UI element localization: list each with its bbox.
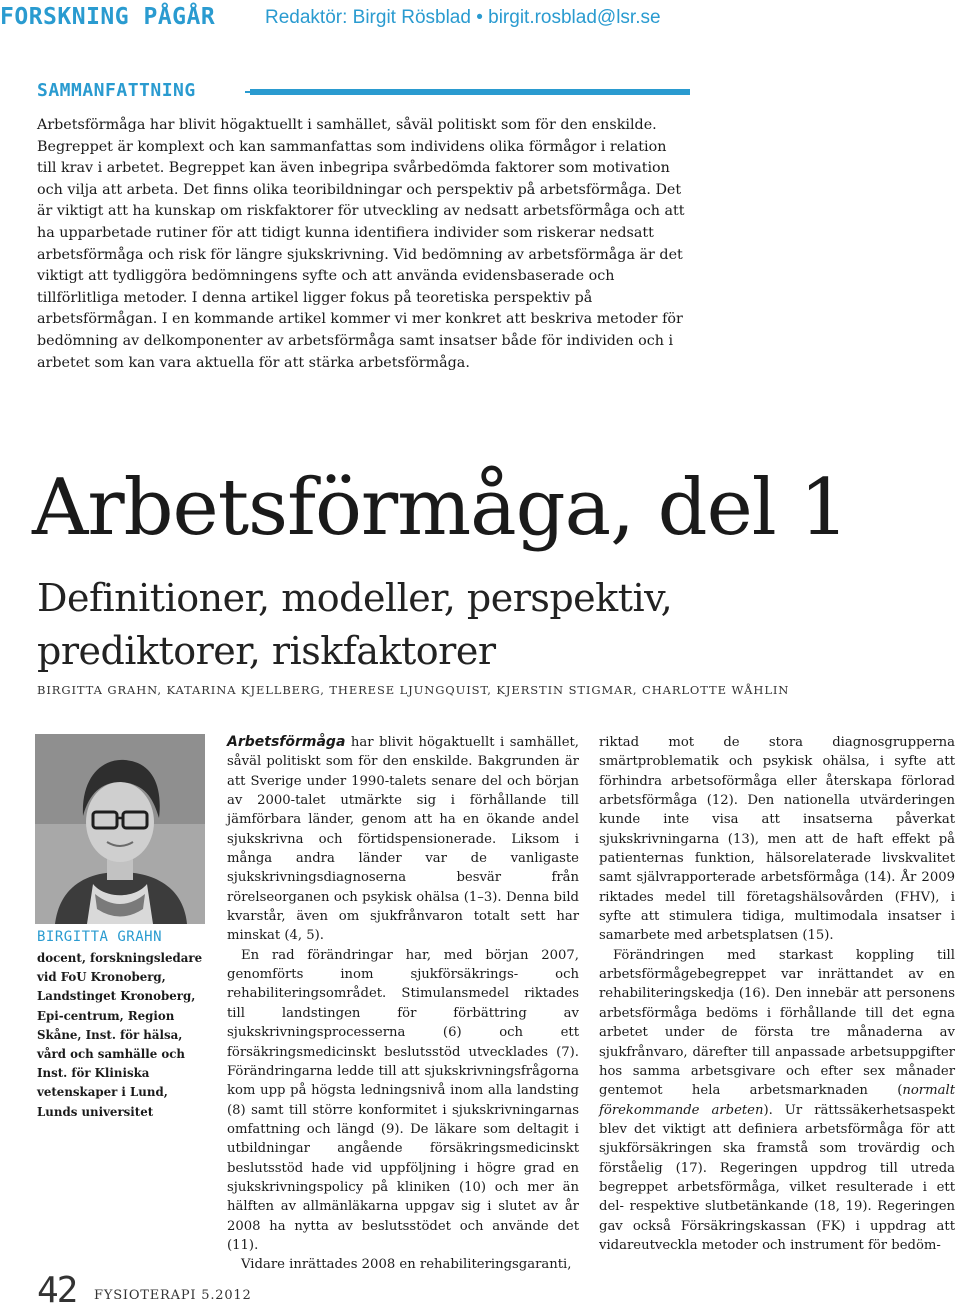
- body-paragraph: En rad förändringar har, med början 2007, genomförts inom sjukförsäkrings- och rehabiliteringsområdet. Stimulansmedel riktades till landstingen för förbättring av sjukskrivningsprocesserna (6) och ett försäkringsmedicinskt beslutsstöd utvecklades (7). Förändringarna ledde till att sjukskrivningsfrågorna kom upp på högsta ledningsnivå inom alla landsting (8) samt till större konformitet i sjukskrivningarnas omfattning och längd (9). De läkare som deltagit i utbildningar angående försäkringsmedicinskt beslutsstöd hade vid uppföljning i högre grad en sjukskrivningspolicy på kliniken (10) och mer än hälften av allmänläkarna uppgav sig i slutet av år 2008 ha nytta av beslutsstödet och använde det (11).: [227, 947, 579, 1253]
- article-subtitle: [37, 572, 937, 678]
- page-number: 42: [37, 1270, 77, 1309]
- body-paragraph: Vidare inrättades 2008 en rehabiliteringsgaranti,: [241, 1257, 572, 1273]
- section-kicker: FORSKNING PÅGÅR: [0, 4, 216, 30]
- bio-text: docent, forskningsledare vid FoU Kronoberg, Landstinget Kronoberg, Epi-centrum, Region Skåne, Inst. för hälsa, vård och samhälle och Inst. för Kliniska vetenskaper i Lund, Lunds universitet: [37, 951, 203, 1119]
- body-text: har blivit högaktuellt i samhället, såväl politiskt som för den enskilde. Bakgrunden är att Sverige under 1990-talets senare del och början av 2000-talet utmärkte sig i förhållande till jämförbara länder, genom att ha en ökande andel sjukskrivna och förtidspensionerade. Liksom i många andra länder var de vanligaste sjukskrivningsdiagnoserna besvär från rörelseorganen och psykisk ohälsa (1–3). Denna bild kvarstår, även om sjukfrånvaron totalt sett har minskat (4, 5).: [227, 735, 579, 944]
- summary-rule: [250, 89, 690, 95]
- body-text: Förändringen med starkast koppling till arbetsförmågebegreppet var inrättandet av en rehabiliteringskedja (16). Den innebär att personens arbetsförmåga bedöms i förhållande till det egna arbetet under de första tre månaderna av sjukfrånvaro, därefter till anpassade arbetsuppgifter hos samma arbetsgivare och efter sex månader gentemot hela arbetsmarknaden (: [599, 947, 955, 1099]
- publication-issue: FYSIOTERAPI 5.2012: [94, 1288, 252, 1303]
- body-text: ). Ur rättssäkerhetsaspekt blev det viktigt att definiera arbetsförmåga för att sjukförsäkringen ska framstå som trovärdig och förståelig (17). Regeringen uppdrog till utreda begreppet arbetsförmåga, vilket resulterade i ett del- respektive slutbetänkande (18, 19). Regeringen gav också Försäkringskassan (FK) i uppdrag att vidareutveckla metoder och instrument för bedöm-: [599, 1102, 955, 1253]
- body-paragraph: riktad mot de stora diagnosgrupperna smärtproblematik och psykisk ohälsa, i syfte att förhindra arbetsoförmåga eller återskapa förlorad arbetsförmåga (12). Den nationella utvärderingen kunde inte visa att insatserna påverkat sjukskrivningarna (13), men att de haft effekt på patienternas funktion, hälsorelaterade livskvalitet samt självrapporterade arbetsförmåga (14). År 2009 riktades medel till företagshälsovården (FHV), i syfte att stimulera tidiga, multimodala insatser i samarbete med arbetsplatsen (15).: [599, 735, 955, 944]
- bio-name: BIRGITTA GRAHN: [37, 929, 163, 945]
- body-paragraph: [227, 733, 579, 946]
- body-paragraph: [599, 946, 955, 1256]
- author-list: BIRGITTA GRAHN, KATARINA KJELLBERG, THERESE LJUNGQUIST, KJERSTIN STIGMAR, CHARLOTTE WÅHLIN: [37, 683, 790, 697]
- author-portrait-image: [35, 734, 205, 924]
- summary-text: Arbetsförmåga har blivit högaktuellt i samhället, såväl politiskt som för den enskilde. Begreppet är komplext och kan sammanfattas som individens olika förmågor i relation till krav i arbetet. Begreppet kan även inbegripa svårbedömda faktorer som motivation och vilja att arbeta. Det finns olika teoribildningar och perspektiv på arbetsförmåga. Det är viktigt att ha kunskap om riskfaktorer för utveckling av nedsatt arbetsförmåga och att ha upparbetade rutiner för att tidigt kunna identifiera individer som riskerar nedsatt arbetsförmåga och risk för längre sjukskrivning. Vid bedömning av arbetsförmåga är det viktigt att tydliggöra bedömningens syfte och att använda evidensbaserade och tillförlitliga metoder. I denna artikel ligger fokus på teoretiska perspektiv på arbetsförmågan. I en kommande artikel kommer vi mer konkret att beskriva metoder för bedömning av delkomponenter av arbetsförmåga samt insatser både för individen och i arbetet som kan vara aktuella för att stärka arbetsförmåga.: [37, 117, 685, 371]
- body-emphasis: normalt förekommande arbeten: [599, 1083, 955, 1118]
- subtitle-line-2: prediktorer, riskfaktorer: [37, 629, 496, 673]
- subtitle-line-1: Definitioner, modeller, perspektiv,: [37, 576, 673, 620]
- body-column-middle: [227, 733, 579, 1275]
- lead-word: Arbetsförmåga: [227, 734, 346, 750]
- author-photo: [35, 734, 205, 924]
- body-column-right: [599, 733, 955, 1255]
- article-title: Arbetsförmåga, del 1: [32, 463, 849, 553]
- summary-title: SAMMANFATTNING: [37, 80, 196, 101]
- editor-credit: Redaktör: Birgit Rösblad • birgit.rosblad@lsr.se: [265, 7, 661, 28]
